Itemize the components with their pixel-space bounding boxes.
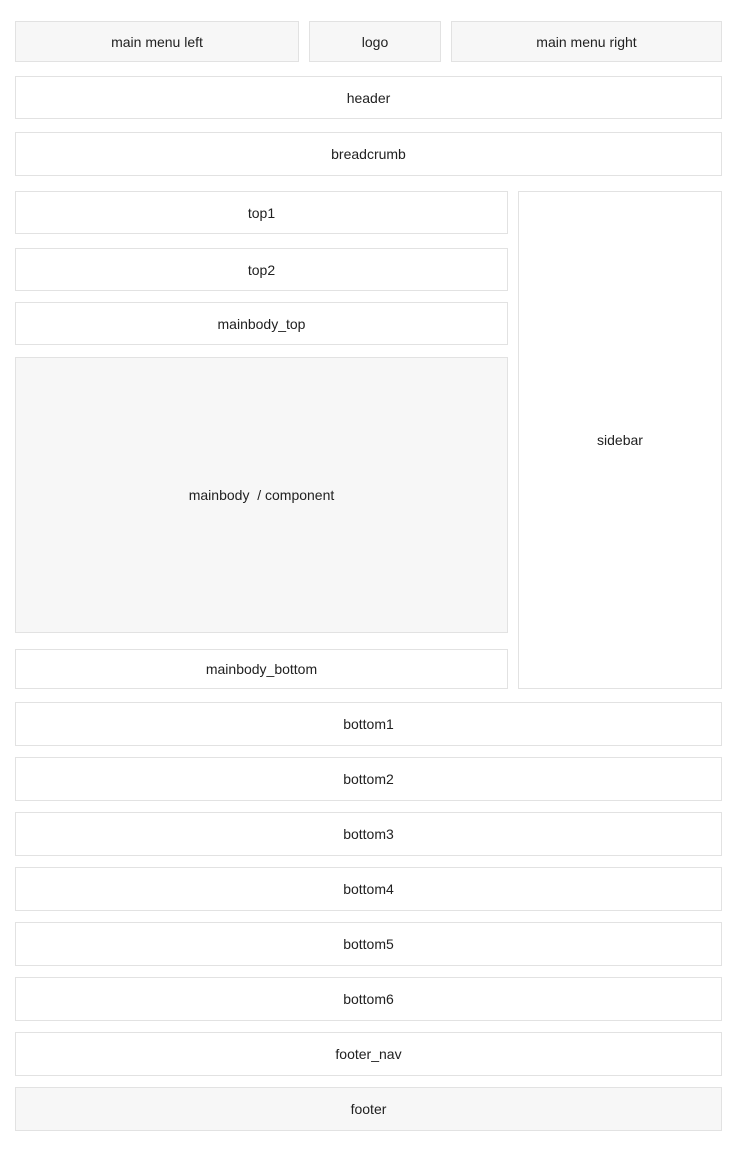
region-main-menu-right [451, 21, 722, 62]
region-bottom1 [15, 702, 722, 746]
region-top2 [15, 248, 508, 291]
region-bottom3 [15, 812, 722, 856]
region-header-label: header [346, 89, 391, 106]
region-bottom2 [15, 757, 722, 801]
region-top1-label: top1 [247, 204, 276, 221]
region-mainbody-top-label: mainbody_top [217, 315, 306, 332]
main-left-column [15, 191, 508, 689]
region-footer [15, 1087, 722, 1131]
region-sidebar [518, 191, 722, 689]
region-bottom3-label: bottom3 [343, 826, 394, 842]
region-breadcrumb-label: breadcrumb [331, 146, 406, 162]
region-bottom6-label: bottom6 [343, 991, 394, 1007]
region-top2-label: top2 [247, 261, 276, 278]
region-bottom1-label: bottom1 [343, 716, 394, 732]
region-footer-label: footer [350, 1101, 387, 1117]
region-logo [309, 21, 441, 62]
region-logo-label: logo [361, 33, 389, 50]
region-bottom2-label: bottom2 [343, 771, 394, 787]
region-bottom6 [15, 977, 722, 1021]
main-area [15, 191, 722, 689]
region-footer-nav [15, 1032, 722, 1076]
region-mainbody-bottom-label: mainbody_bottom [205, 661, 318, 677]
region-main-menu-left-label: main menu left [111, 33, 203, 50]
region-mainbody-top [15, 302, 508, 345]
region-top1 [15, 191, 508, 234]
region-header [15, 76, 722, 119]
region-bottom4-label: bottom4 [343, 881, 394, 897]
region-main-menu-left [15, 21, 299, 62]
region-mainbody-bottom [15, 649, 508, 689]
region-sidebar-label: sidebar [597, 432, 643, 448]
region-main-menu-right-label: main menu right [536, 33, 637, 50]
region-mainbody-component-label: mainbody / component [188, 487, 335, 503]
region-breadcrumb [15, 132, 722, 176]
region-bottom4 [15, 867, 722, 911]
region-mainbody-component [15, 357, 508, 633]
menu-row [15, 21, 722, 62]
region-bottom5 [15, 922, 722, 966]
region-footer-nav-label: footer_nav [335, 1046, 402, 1062]
region-bottom5-label: bottom5 [343, 936, 394, 952]
